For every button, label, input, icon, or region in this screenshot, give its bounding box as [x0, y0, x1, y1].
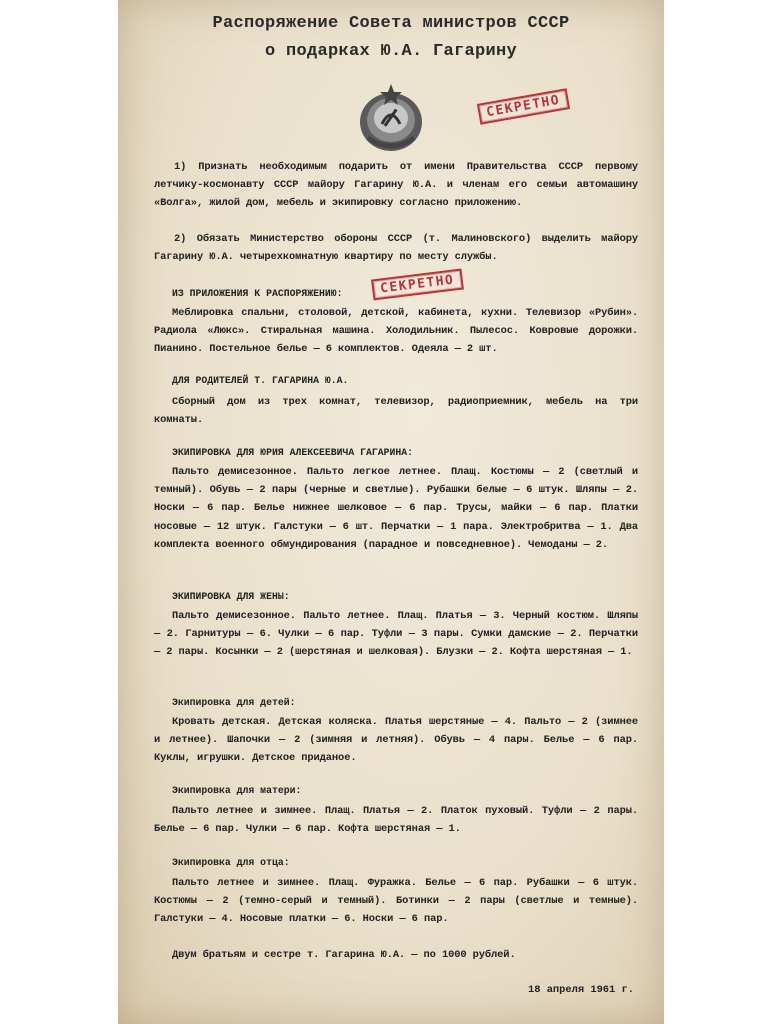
document-date: 18 апреля 1961 г.: [527, 984, 634, 996]
secret-stamp: СЕКРЕТНО: [371, 269, 464, 301]
closing-line: Двум братьям и сестре т. Гагарина Ю.А. — по 1000 рублей.: [172, 949, 516, 961]
secret-stamp: СЕКРЕТНО: [477, 88, 570, 124]
section-heading: Экипировка для отца:: [172, 857, 290, 868]
document-page: [118, 0, 664, 1024]
section-body: Пальто летнее и зимнее. Плащ. Фуражка. Белье — 6 пар. Рубашки — 6 штук. Костюмы — 2 (темно-серый и темный). Ботинки — 2 пары (светлые и темные). Галстуки — 4. Носовые платки — 6. Носки — 6 пар.: [154, 877, 638, 926]
document-subtitle: о подарках Ю.А. Гагарину: [264, 42, 518, 61]
section-heading: Экипировка для детей:: [172, 697, 296, 708]
paragraph: 1) Признать необходимым подарить от имени Правительства СССР первому летчику-космонавту СССР майору Гагарину Ю.А. и членам его семьи автомашину «Волга», жилой дом, мебель и экипировку согласно приложению.: [154, 161, 638, 210]
section-heading: ИЗ ПРИЛОЖЕНИЯ К РАСПОРЯЖЕНИЮ:: [172, 288, 343, 299]
section-heading: ЭКИПИРОВКА ДЛЯ ЖЕНЫ:: [172, 591, 290, 602]
section-heading: Экипировка для матери:: [172, 785, 302, 796]
ussr-coat-of-arms-icon: [354, 82, 428, 154]
section-heading: ДЛЯ РОДИТЕЛЕЙ Т. ГАГАРИНА Ю.А.: [172, 375, 349, 386]
document-title: Распоряжение Совета министров СССР: [212, 14, 570, 33]
section-body: Сборный дом из трех комнат, телевизор, радиоприемник, мебель на три комнаты.: [154, 396, 638, 427]
section-body: Пальто летнее и зимнее. Плащ. Платья — 2. Платок пуховый. Туфли — 2 пары. Белье — 6 пар. Чулки — 6 пар. Кофта шерстяная — 1.: [154, 805, 638, 836]
section-body: Пальто демисезонное. Пальто легкое летнее. Плащ. Костюмы — 2 (светлый и темный). Обувь — 2 пары (черные и светлые). Рубашки белые — 6 штук. Шляпы — 2. Носки — 6 пар. Белье нижнее шелковое — 6 пар. Трусы, майки — 6 пар. Платки носовые — 12 штук. Галстуки — 6 шт. Перчатки — 1 пара. Электробритва — 1. Два комплекта военного обмундирования (парадное и повседневное). Чемоданы — 2.: [154, 466, 638, 551]
section-heading: ЭКИПИРОВКА ДЛЯ ЮРИЯ АЛЕКСЕЕВИЧА ГАГАРИНА:: [172, 447, 414, 458]
section-body: Кровать детская. Детская коляска. Платья шерстяные — 4. Пальто — 2 (зимнее и летнее). Шапочки — 2 (зимняя и летняя). Обувь — 4 пары. Белье — 6 пар. Куклы, игрушки. Детское приданое.: [154, 716, 638, 765]
section-body: Пальто демисезонное. Пальто летнее. Плащ. Платья — 3. Черный костюм. Шляпы — 2. Гарнитуры — 6. Чулки — 6 пар. Туфли — 3 пары. Сумки дамские — 2. Перчатки — 2 пары. Косынки — 2 (шерстяная и шелковая). Блузки — 2. Кофта шерстяная — 1.: [154, 610, 638, 659]
paragraph: 2) Обязать Министерство обороны СССР (т. Малиновского) выделить майору Гагарину Ю.А. четырехкомнатную квартиру по месту службы.: [154, 233, 638, 264]
section-body: Меблировка спальни, столовой, детской, кабинета, кухни. Телевизор «Рубин». Радиола «Люкс». Стиральная машина. Холодильник. Пылесос. Ковровые дорожки. Пианино. Постельное белье — 6 комплектов. Одеяла — 2 шт.: [154, 307, 638, 356]
